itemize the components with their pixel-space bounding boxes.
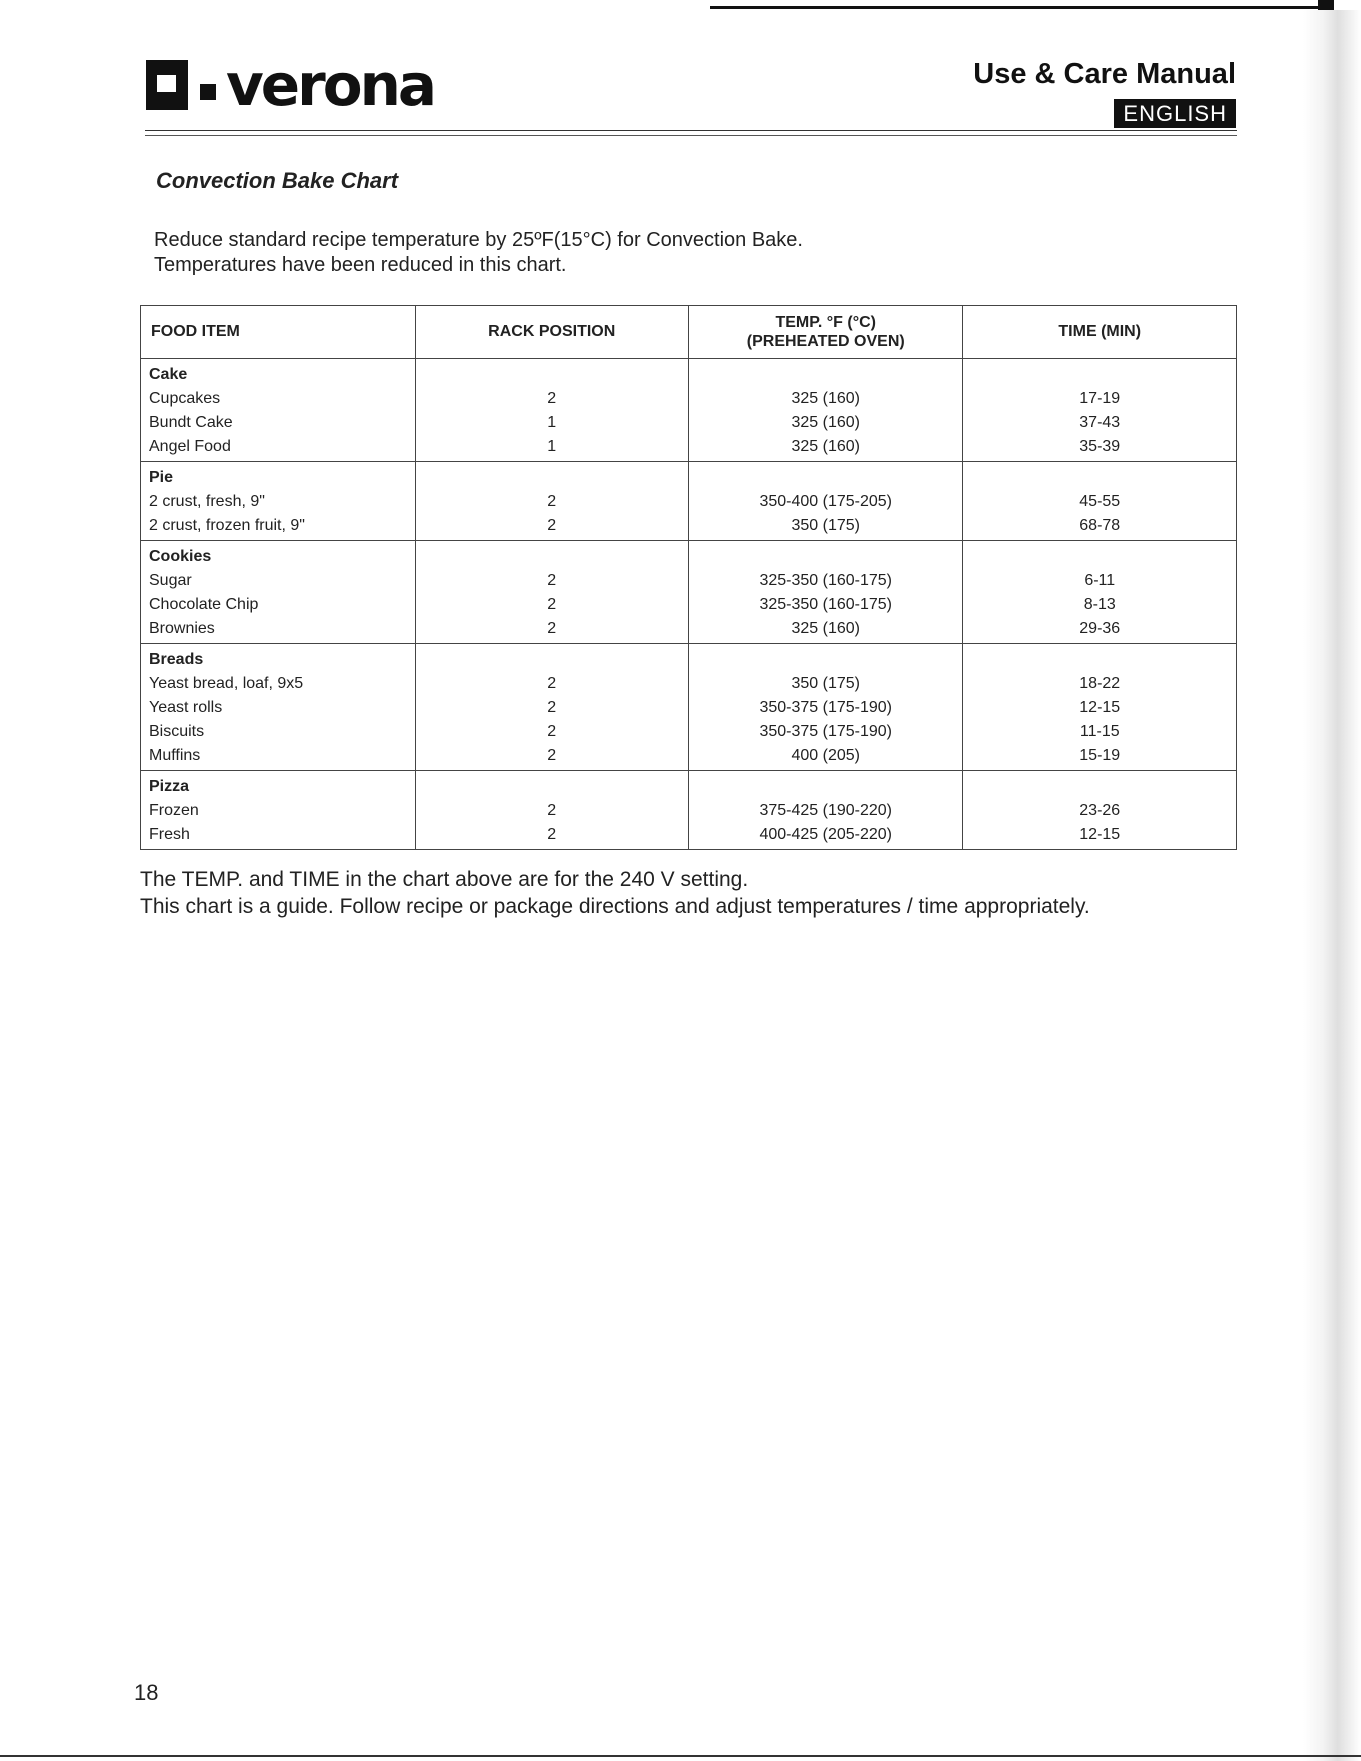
logo-square-icon [146, 60, 188, 110]
food-value: Frozen [149, 802, 199, 819]
temp-value: 350-400 (175-205) [759, 493, 892, 510]
table-row [141, 462, 1237, 541]
food-cell [141, 462, 416, 541]
rack-value: 1 [547, 414, 557, 431]
category-label: Pie [149, 469, 174, 486]
manual-title: Use & Care Manual [973, 58, 1236, 90]
cell-spacer [416, 648, 688, 672]
temp-value: 350 (175) [791, 675, 860, 692]
top-scan-mark [1318, 0, 1334, 10]
time-cell [963, 771, 1237, 850]
time-value: 68-78 [1079, 517, 1121, 534]
cell-spacer [689, 363, 963, 387]
temp-value: 350 (175) [791, 517, 860, 534]
intro-line: Reduce standard recipe temperature by 25ºF(15°C) for Convection Bake. [154, 229, 803, 251]
time-value: 11-15 [1079, 723, 1120, 740]
intro-text [154, 228, 803, 278]
temp-value: 325-350 (160-175) [759, 572, 892, 589]
table-row [141, 541, 1237, 644]
rack-cell [415, 771, 688, 850]
temp-value: 325 (160) [791, 438, 860, 455]
time-value: 12-15 [1079, 699, 1121, 716]
rack-value: 2 [547, 620, 557, 637]
cell-spacer [963, 545, 1236, 569]
time-cell [963, 644, 1237, 771]
temp-cell [688, 644, 963, 771]
cell-spacer [416, 363, 688, 387]
food-value: Sugar [149, 572, 192, 589]
table-row [141, 359, 1237, 462]
table-body [141, 359, 1237, 850]
header-temp-line: (PREHEATED OVEN) [746, 333, 905, 350]
rack-value: 2 [547, 723, 557, 740]
time-value: 17-19 [1079, 390, 1121, 407]
temp-value: 400 (205) [791, 747, 860, 764]
bottom-scan-rule [0, 1755, 1361, 1757]
time-cell [963, 541, 1237, 644]
header-rack-position: RACK POSITION [415, 306, 688, 359]
header-temperature [688, 306, 963, 359]
rack-value: 2 [547, 802, 557, 819]
rack-value: 2 [547, 517, 557, 534]
category-label: Cake [149, 366, 188, 383]
food-value: Fresh [149, 826, 190, 843]
rack-value: 2 [547, 493, 557, 510]
rack-value: 2 [547, 675, 557, 692]
category-label: Pizza [149, 778, 190, 795]
table-row [141, 771, 1237, 850]
time-value: 12-15 [1079, 826, 1121, 843]
cell-spacer [963, 775, 1236, 799]
food-value: Angel Food [149, 438, 231, 455]
binding-shadow [1303, 10, 1361, 1761]
cell-spacer [689, 775, 963, 799]
header-food-item: FOOD ITEM [141, 306, 416, 359]
time-cell [963, 359, 1237, 462]
cell-spacer [416, 466, 688, 490]
temp-cell [688, 359, 963, 462]
rack-value: 2 [547, 572, 557, 589]
cell-spacer [416, 545, 688, 569]
time-value: 15-19 [1079, 747, 1121, 764]
temp-cell [688, 462, 963, 541]
time-value: 35-39 [1079, 438, 1121, 455]
cell-spacer [416, 775, 688, 799]
food-value: Chocolate Chip [149, 596, 259, 613]
logo-wordmark: verona [226, 51, 435, 119]
rack-cell [415, 644, 688, 771]
time-value: 18-22 [1079, 675, 1121, 692]
rack-value: 2 [547, 596, 557, 613]
section-title: Convection Bake Chart [156, 168, 399, 193]
cell-spacer [963, 466, 1236, 490]
temp-cell [688, 771, 963, 850]
rack-cell [415, 359, 688, 462]
header-divider [145, 130, 1237, 136]
rack-cell [415, 462, 688, 541]
time-value: 8-13 [1083, 596, 1116, 613]
food-value: Biscuits [149, 723, 205, 740]
cell-spacer [689, 466, 963, 490]
temp-value: 350-375 (175-190) [759, 699, 892, 716]
top-scan-rule [710, 6, 1330, 9]
cell-spacer [689, 648, 963, 672]
temp-value: 375-425 (190-220) [759, 802, 892, 819]
time-cell [963, 462, 1237, 541]
cell-spacer [963, 648, 1236, 672]
temp-value: 325 (160) [791, 620, 860, 637]
temp-cell [688, 541, 963, 644]
table-header-row [141, 306, 1237, 359]
food-value: Cupcakes [149, 390, 221, 407]
temp-value: 325-350 (160-175) [759, 596, 892, 613]
time-value: 45-55 [1079, 493, 1121, 510]
category-label: Cookies [149, 548, 212, 565]
time-value: 6-11 [1084, 572, 1116, 589]
cell-spacer [963, 363, 1236, 387]
rack-value: 2 [547, 826, 557, 843]
language-badge: ENGLISH [1114, 99, 1236, 128]
time-value: 37-43 [1079, 414, 1121, 431]
note-line: The TEMP. and TIME in the chart above are for the 240 V setting. [140, 868, 749, 891]
page-number: 18 [134, 1680, 159, 1705]
rack-cell [415, 541, 688, 644]
rack-value: 2 [547, 390, 557, 407]
time-value: 23-26 [1079, 802, 1121, 819]
food-cell [141, 359, 416, 462]
rack-value: 2 [547, 699, 557, 716]
verona-logo [146, 51, 435, 119]
food-cell [141, 644, 416, 771]
footer-notes [140, 866, 1090, 920]
food-value: Yeast rolls [149, 699, 223, 716]
food-cell [141, 771, 416, 850]
table-row [141, 644, 1237, 771]
category-label: Breads [149, 651, 204, 668]
temp-value: 325 (160) [791, 414, 860, 431]
logo-bar-icon [200, 84, 216, 100]
temp-value: 350-375 (175-190) [759, 723, 892, 740]
header-time: TIME (MIN) [963, 306, 1237, 359]
food-value: Bundt Cake [149, 414, 233, 431]
note-line: This chart is a guide. Follow recipe or package directions and adjust temperatures / time appropriately. [140, 895, 1090, 918]
food-value: Brownies [149, 620, 215, 637]
food-cell [141, 541, 416, 644]
food-value: 2 crust, fresh, 9" [149, 493, 265, 510]
header-temp-line: TEMP. °F (°C) [775, 314, 876, 331]
time-value: 29-36 [1079, 620, 1121, 637]
temp-value: 400-425 (205-220) [759, 826, 892, 843]
food-value: Yeast bread, loaf, 9x5 [149, 675, 304, 692]
temp-value: 325 (160) [791, 390, 860, 407]
cell-spacer [689, 545, 963, 569]
convection-bake-table [140, 305, 1237, 850]
food-value: 2 crust, frozen fruit, 9" [149, 517, 305, 534]
intro-line: Temperatures have been reduced in this chart. [154, 254, 567, 276]
rack-value: 1 [547, 438, 557, 455]
rack-value: 2 [547, 747, 557, 764]
food-value: Muffins [149, 747, 201, 764]
